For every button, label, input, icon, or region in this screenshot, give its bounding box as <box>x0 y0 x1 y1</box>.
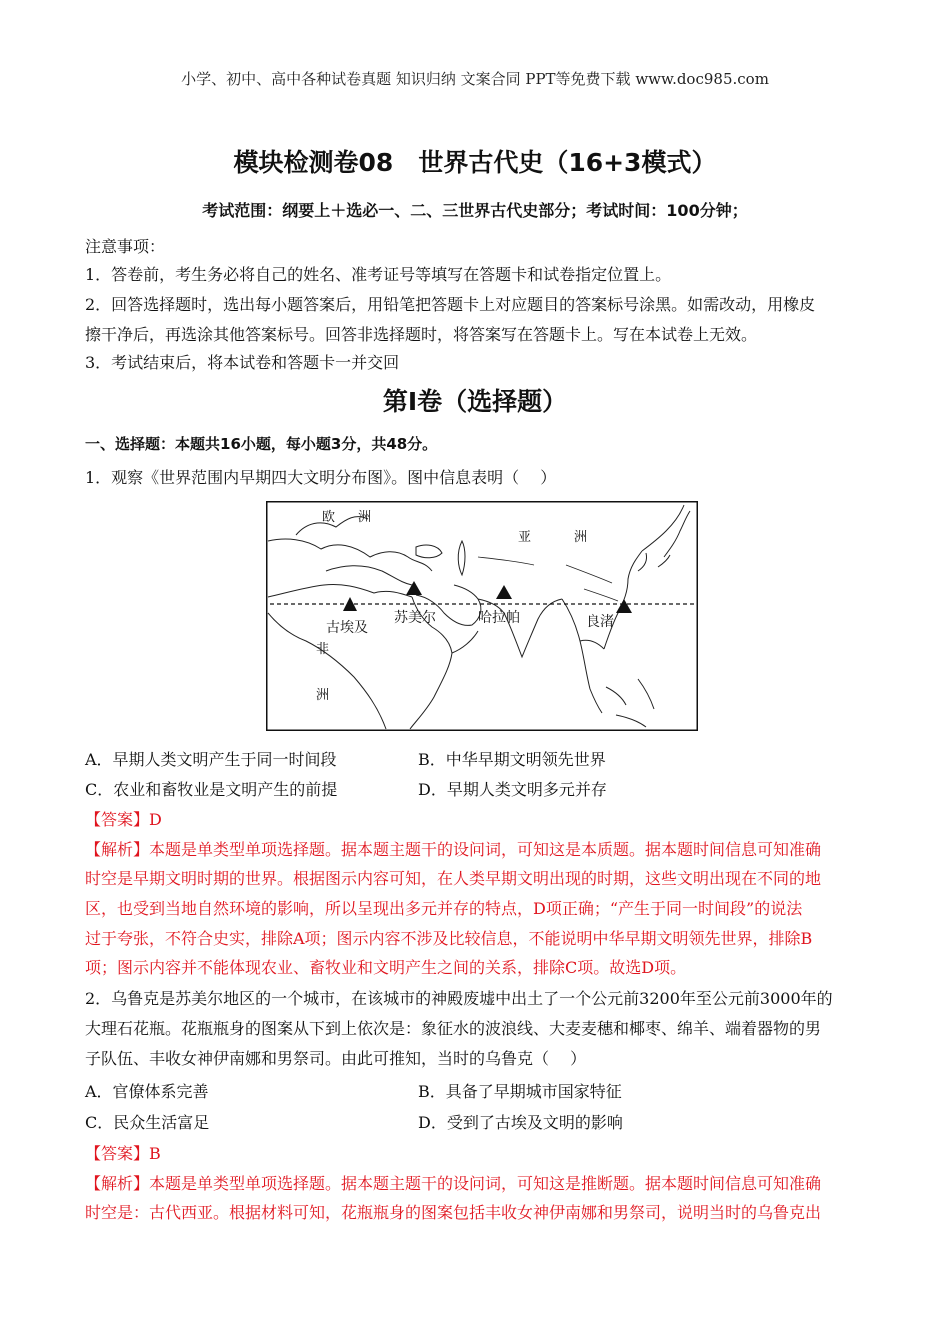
map-label: 非 <box>316 642 330 657</box>
question-1-stem: 1．观察《世界范围内早期四大文明分布图》。图中信息表明（ ） <box>85 468 557 487</box>
notice-heading: 注意事项： <box>85 237 166 256</box>
q2-answer: 【答案】B <box>85 1144 161 1163</box>
q2-option-b: B．具备了早期城市国家特征 <box>418 1082 622 1101</box>
q1-option-a: A．早期人类文明产生于同一时间段 <box>85 750 337 769</box>
civilization-map <box>266 501 698 731</box>
q1-option-b: B．中华早期文明领先世界 <box>418 750 606 769</box>
map-label-ancient-egypt: 古埃及 <box>326 620 368 636</box>
q1-answer: 【答案】D <box>85 810 162 829</box>
q2-stem-line: 大理石花瓶。花瓶瓶身的图案从下到上依次是：象征水的波浪线、大麦麦穗和椰枣、绵羊、端着器物的男 <box>85 1019 822 1038</box>
map-label: 洲 <box>574 530 588 545</box>
map-label-harappa: 哈拉帕 <box>478 610 520 626</box>
notice-item: 2．回答选择题时，选出每小题答案后，用铅笔把答题卡上对应题目的答案标号涂黑。如需改动，用橡皮 <box>85 295 816 314</box>
notice-item: 3．考试结束后，将本试卷和答题卡一并交回 <box>85 353 400 372</box>
exam-scope: 考试范围：纲要上＋选必一、二、三世界古代史部分；考试时间：100分钟； <box>202 201 748 220</box>
q2-option-d: D．受到了古埃及文明的影响 <box>418 1113 623 1132</box>
map-label-sumer: 苏美尔 <box>394 610 436 626</box>
part-title: 第I卷（选择题） <box>382 387 568 416</box>
exam-title: 模块检测卷08 世界古代史（16+3模式） <box>233 148 717 177</box>
map-label-liangzhu: 良渚 <box>586 614 614 630</box>
q2-analysis-line: 【解析】本题是单类型单项选择题。据本题主题干的设问词，可知这是推断题。据本题时间信息可知准确 <box>85 1174 822 1193</box>
q1-analysis-line: 【解析】本题是单类型单项选择题。据本题主题干的设问词，可知这是本质题。据本题时间信息可知准确 <box>85 840 822 859</box>
q1-option-d: D．早期人类文明多元并存 <box>418 780 607 799</box>
page-header: 小学、初中、高中各种试卷真题 知识归纳 文案合同 PPT等免费下载 www.doc985.com <box>181 70 769 88</box>
q2-analysis-line: 时空是：古代西亚。根据材料可知，花瓶瓶身的图案包括丰收女神伊南娜和男祭司，说明当时的乌鲁克出 <box>85 1203 822 1222</box>
q2-stem-line: 2．乌鲁克是苏美尔地区的一个城市，在该城市的神殿废墟中出土了一个公元前3200年至公元前3000年的 <box>85 989 833 1008</box>
q1-analysis-line: 项；图示内容并不能体现农业、畜牧业和文明产生之间的关系，排除C项。故选D项。 <box>85 958 687 977</box>
section-heading: 一、选择题：本题共16小题，每小题3分，共48分。 <box>85 435 438 453</box>
q1-analysis-line: 区，也受到当地自然环境的影响，所以呈现出多元并存的特点，D项正确；“产生于同一时间段”的说法 <box>85 899 803 918</box>
map-label: 亚 <box>518 530 532 545</box>
q2-option-a: A．官僚体系完善 <box>85 1082 209 1101</box>
notice-item: 1．答卷前，考生务必将自己的姓名、准考证号等填写在答题卡和试卷指定位置上。 <box>85 265 672 284</box>
q2-stem-line: 子队伍、丰收女神伊南娜和男祭司。由此可推知，当时的乌鲁克（ ） <box>85 1049 587 1068</box>
q1-option-c: C．农业和畜牧业是文明产生的前提 <box>85 780 338 799</box>
map-label: 洲 <box>358 510 372 525</box>
q2-option-c: C．民众生活富足 <box>85 1113 210 1132</box>
map-label: 洲 <box>316 688 330 703</box>
map-graphic <box>266 501 698 731</box>
map-label: 欧 <box>322 510 336 525</box>
q1-analysis-line: 过于夸张，不符合史实，排除A项；图示内容不涉及比较信息，不能说明中华早期文明领先世界，排除B <box>85 929 813 948</box>
q1-analysis-line: 时空是早期文明时期的世界。根据图示内容可知，在人类早期文明出现的时期，这些文明出现在不同的地 <box>85 869 822 888</box>
notice-item: 擦干净后，再选涂其他答案标号。回答非选择题时，将答案写在答题卡上。写在本试卷上无效。 <box>85 325 758 344</box>
